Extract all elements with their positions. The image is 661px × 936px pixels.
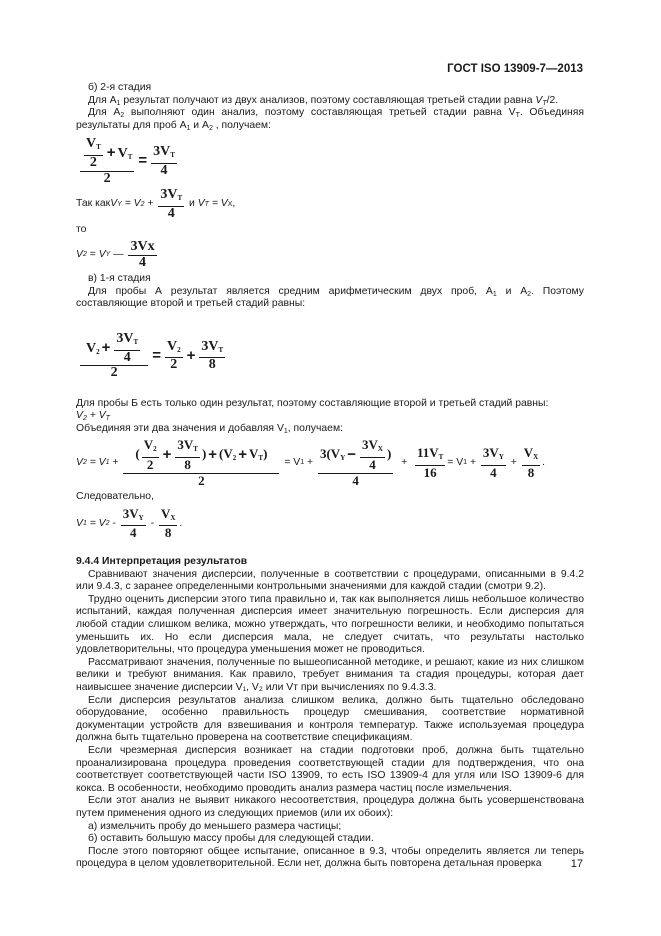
section-paragraph: Сравнивают значения дисперсии, полученные в соответствии с процедурами, описанными в 9.4.2 или 9.4.3, с заранее определенными контрольными значениями для каждой стадии (смотри 9.2). xyxy=(76,568,584,593)
formula-v1: V 1 = V 2 - $\frac{3VY}{4}$ - $\frac{VX}{8}$ . xyxy=(76,505,183,541)
stage1-title: в) 1-я стадия xyxy=(88,273,151,285)
section-paragraph: Трудно оценить дисперсии этого типа правильно и, так как выполняется лишь небольшое количество испытаний, каждая полученная дисперсия имеет значительную погрешность. Если дисперсия для любой стадии слишком велика, можно утверждать, что погрешности велики, и необходимо попытаться уменьшить их. Но если дисперсия мала, не следует считать, что результаты настолько удовлетворительны, что процедура уменьшения может не проводиться. xyxy=(76,593,584,656)
since-statement: Так как V Y = V 2 + $\frac{3VT}{4}$ и V T = V X , xyxy=(76,187,236,221)
formula-combined: V 2 = V 1 + ( $\frac{V2}{2}$ + $\frac{3VT}{8}$ ) + (V2 + VT) 2 = V 1 + 3(VY − $\frac{3VX}{4}$ ) 4 + $\frac{11VT}{16}$ = V 1 + $\frac{3VY}{4}$ + $\frac{VX}{8}$ . xyxy=(76,437,546,488)
list-item-a: а) измельчить пробу до меньшего размера частицы; xyxy=(88,820,342,832)
page-number: 17 xyxy=(570,858,583,870)
stage1-paragraph-1: Для пробы А результат является средним арифметическим двух проб, $A_1$ и $A_2$. Поэтому составляющие второй и третьей стадий равны: xyxy=(76,285,584,310)
stage2-paragraph-2: Для $A_2$ выполняют один анализ, поэтому составляющая третьей стадии равна $V_T$. Объединяя результаты для проб $A_1$ и $A_2$ , получаем: xyxy=(76,107,584,132)
sample-b-paragraph: Для пробы Б есть только один результат, поэтому составляющие второй и третьей стадий равны: xyxy=(76,397,549,409)
list-item-b: б) оставить большую массу пробы для следующей стадии. xyxy=(88,833,374,845)
formula-sample-a: V2 + $\frac{3VT}{4}$ 2 = $\frac{V2}{2}$ + $\frac{3VT}{8}$ xyxy=(78,333,584,380)
then-word: то xyxy=(76,224,87,236)
section-paragraph: Если этот анализ не выявит никакого несоответствия, процедура должна быть усовершенствована путем применения одного из следующих приемов (или их обоих): xyxy=(76,795,584,819)
section-paragraph: Рассматривают значения, полученные по вышеописанной методике, и решают, какие из них слишком велики и требуют внимания. Как правило, требует внимания та стадия процедуры, которая дает наивысшее значение дисперсии V₁, V₂ или Vт при вычислениях по 9.4.3.3. xyxy=(76,656,584,693)
section-paragraph: Если чрезмерная дисперсия возникает на стадии подготовки проб, должна быть тщательно проанализирована процедура проведения соответствующей стадии для подтверждения, что она соответствует соответствующей части ISO 13909, то есть ISO 13909-4 для угля или ISO 13909-6 для кокса. В особенности, необходимо проводить анализ размера частиц после измельчения. xyxy=(76,744,584,794)
section-paragraph: После этого повторяют общее испытание, описанное в 9.3, чтобы определить является ли теперь процедура в целом удовлетворительной. Если нет, должна быть повторена детальная проверка xyxy=(76,845,584,870)
sample-b-sum: $V_2 + V_T$ xyxy=(76,410,110,423)
formula-stage2-average: $\frac{VT}{2}$ + VT 2 = $\frac{3VT}{4}$ xyxy=(78,138,584,185)
stage2-paragraph-1: Для $A_1$ результат получают из двух анализов, поэтому составляющая третьей стадии равна $V_T/2$. xyxy=(88,94,559,107)
combine-paragraph: Объединяя эти два значения и добавляя $V_1$, получаем: xyxy=(76,422,343,435)
document-header: ГОСТ ISO 13909-7—2013 xyxy=(447,63,583,75)
stage2-title: б) 2-я стадия xyxy=(88,82,152,93)
page-body xyxy=(76,82,584,871)
section-paragraph: Если дисперсия результатов анализа слишком велика, должно быть тщательно обследовано оборудование, особенно правильность процедур смешивания, соответствие нормативной документации устройств для взвешивания и контроля температур. Также используемая процедура должна быть тщательно проверена на соответствие спецификациям. xyxy=(76,694,584,744)
hence-word: Следовательно, xyxy=(76,491,154,503)
section-title: 9.4.4 Интерпретация результатов xyxy=(76,556,248,568)
formula-v2: V 2 = V Y — $\frac{3Vx}{4}$ xyxy=(76,238,155,270)
